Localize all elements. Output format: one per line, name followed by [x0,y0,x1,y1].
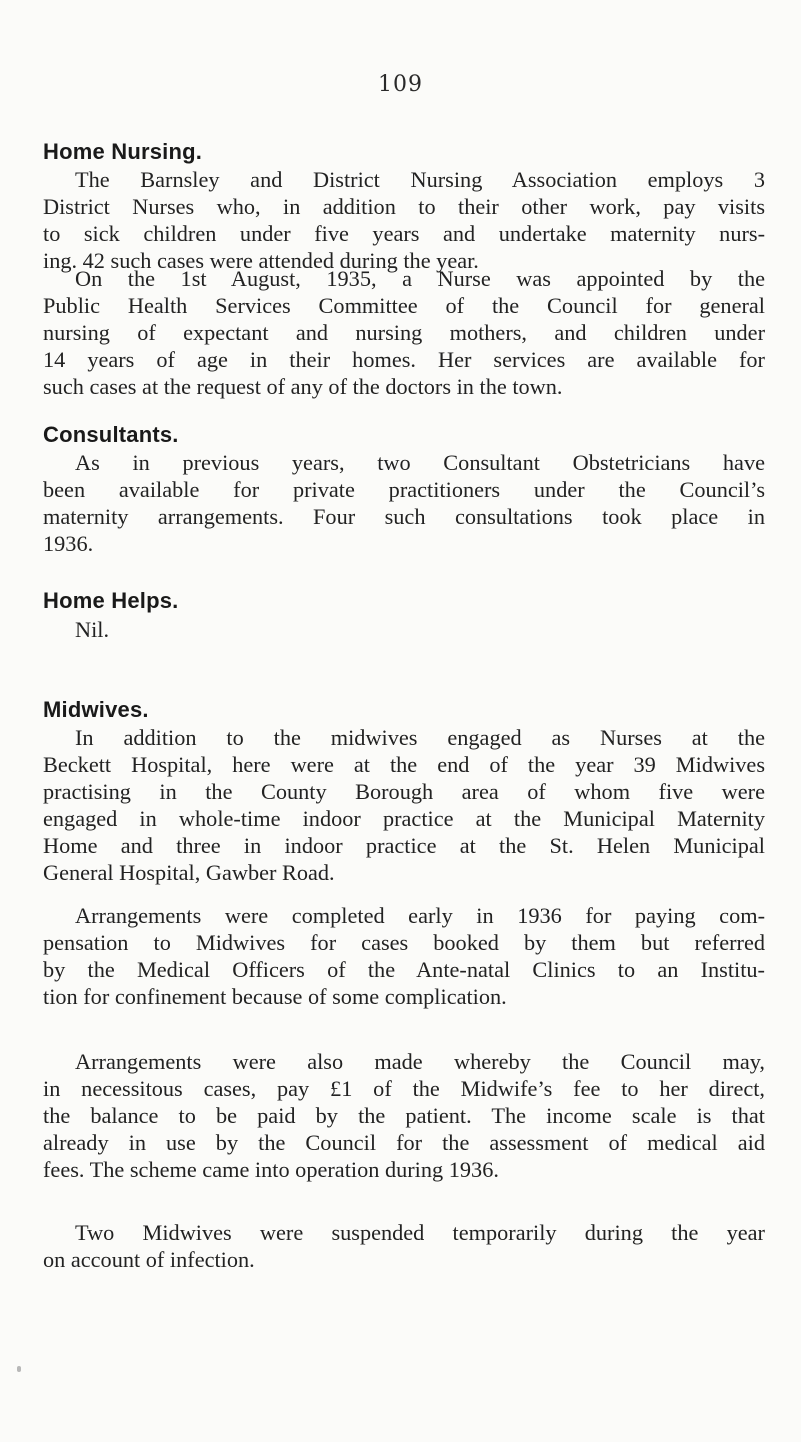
text-line: 1936. [43,531,94,556]
text-line: Nil. [75,617,110,642]
text-line: ing. 42 such cases were attended during the year. [43,248,479,273]
text-line: such cases at the request of any of the doctors in the town. [43,374,563,399]
text-line: Arrangements were also made whereby the Council may, [75,1049,765,1074]
text-line: maternity arrangements. Four such consultations took place in [43,504,765,529]
text-line: been available for private practitioners under the Council’s [43,477,765,502]
text-line: Two Midwives were suspended temporarily during the year [75,1220,765,1245]
text-line: the balance to be paid by the patient. The income scale is that [43,1103,765,1128]
text-line: tion for confinement because of some complication. [43,984,507,1009]
heading-midwives: Midwives. [43,697,149,722]
paragraph-midwives-4 [43,1219,765,1273]
text-line: Public Health Services Committee of the Council for general [43,293,765,318]
text-line: engaged in whole-time indoor practice at the Municipal Maternity [43,806,765,831]
text-line: In addition to the midwives engaged as Nurses at the [75,725,765,750]
paragraph-consultants [43,449,765,557]
text-line: General Hospital, Gawber Road. [43,860,335,885]
text-line: Beckett Hospital, here were at the end of the year 39 Midwives [43,752,765,777]
text-line: fees. The scheme came into operation during 1936. [43,1157,499,1182]
text-line: practising in the County Borough area of whom five were [43,779,765,804]
heading-home-helps: Home Helps. [43,588,179,613]
text-line: already in use by the Council for the assessment of medical aid [43,1130,765,1155]
page-number: 109 [378,72,423,97]
paragraph-midwives-2 [43,902,765,1010]
paragraph-home-nursing-1 [43,166,765,274]
text-line: Arrangements were completed early in 1936 for paying com- [75,903,765,928]
text-line: District Nurses who, in addition to their other work, pay visits [43,194,765,219]
text-line: On the 1st August, 1935, a Nurse was appointed by the [75,266,765,291]
text-line: by the Medical Officers of the Ante-natal Clinics to an Institu- [43,957,765,982]
paragraph-home-nursing-2 [43,265,765,400]
text-line: pensation to Midwives for cases booked by them but referred [43,930,765,955]
text-line: The Barnsley and District Nursing Association employs 3 [75,167,765,192]
text-line: on account of infection. [43,1247,255,1272]
paragraph-home-helps [43,616,765,643]
text-line: As in previous years, two Consultant Obstetricians have [75,450,765,475]
heading-home-nursing: Home Nursing. [43,139,203,164]
text-line: in necessitous cases, pay £1 of the Midwife’s fee to her direct, [43,1076,765,1101]
text-line: nursing of expectant and nursing mothers, and children under [43,320,765,345]
paragraph-midwives-1 [43,724,765,886]
scan-speck [17,1366,21,1372]
text-line: 14 years of age in their homes. Her services are available for [43,347,765,372]
paragraph-midwives-3 [43,1048,765,1183]
heading-consultants: Consultants. [43,422,179,447]
text-line: to sick children under five years and undertake maternity nurs- [43,221,765,246]
text-line: Home and three in indoor practice at the St. Helen Municipal [43,833,765,858]
